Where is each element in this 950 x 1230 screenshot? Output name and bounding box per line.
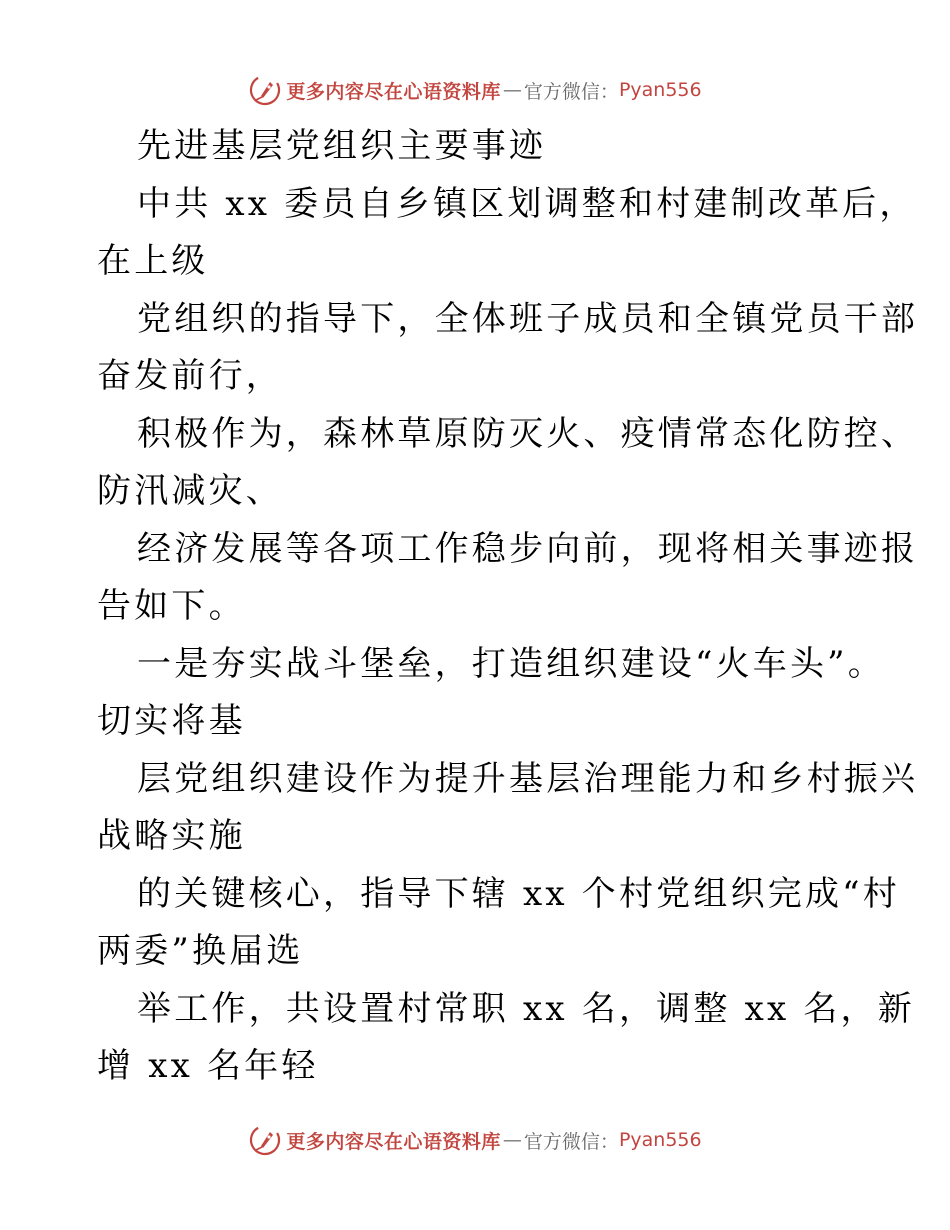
paragraph-line: 积极作为，森林草原防灭火、疫情常态化防控、	[137, 413, 919, 454]
header-watermark	[0, 70, 950, 110]
watermark-dash: —	[502, 1129, 522, 1151]
paragraph-line: 党组织的指导下，全体班子成员和全镇党员干部	[137, 298, 919, 339]
paragraph-line: 举工作，共设置村常职 xx 名，调整 xx 名，新	[137, 988, 915, 1029]
doc-title: 先进基层党组织主要事迹	[137, 126, 547, 166]
paragraph-line: 切实将基	[97, 701, 246, 741]
paragraph-line: 层党组织建设作为提升基层治理能力和乡村振兴	[137, 758, 919, 799]
paragraph-line: 在上级	[97, 241, 209, 281]
footer-watermark	[0, 1120, 950, 1160]
watermark-text: 更多内容尽在心语资料库	[286, 80, 501, 103]
paragraph-line: 增 xx 名年轻	[97, 1046, 319, 1086]
paragraph-line: 中共 xx 委员自乡镇区划调整和村建制改革后，	[137, 183, 917, 224]
watermark-dash: —	[502, 79, 522, 101]
paragraph-line: 的关键核心，指导下辖 xx 个村党组织完成“村	[137, 873, 900, 914]
document-body	[97, 118, 919, 1096]
watermark-wechat-label: 官方微信：	[523, 1130, 619, 1153]
paragraph-line: 一是夯实战斗堡垒，打造组织建设“火车头”。	[137, 643, 885, 684]
paragraph-line: 两委”换届选	[97, 931, 304, 971]
watermark-text: 更多内容尽在心语资料库	[286, 1130, 501, 1153]
paragraph-line: 防汛减灾、	[97, 471, 283, 511]
watermark-wechat-id: Pyan556	[618, 1129, 702, 1151]
watermark-wechat-id: Pyan556	[618, 79, 702, 101]
paragraph-line: 奋发前行，	[97, 356, 283, 396]
pen-nib-logo-icon	[248, 1123, 282, 1157]
watermark-wechat-label: 官方微信：	[523, 80, 619, 103]
pen-nib-logo-icon	[248, 73, 282, 107]
paragraph-line: 战略实施	[97, 816, 246, 856]
paragraph-line: 告如下。	[97, 586, 246, 626]
paragraph-line: 经济发展等各项工作稳步向前，现将相关事迹报	[137, 528, 919, 569]
